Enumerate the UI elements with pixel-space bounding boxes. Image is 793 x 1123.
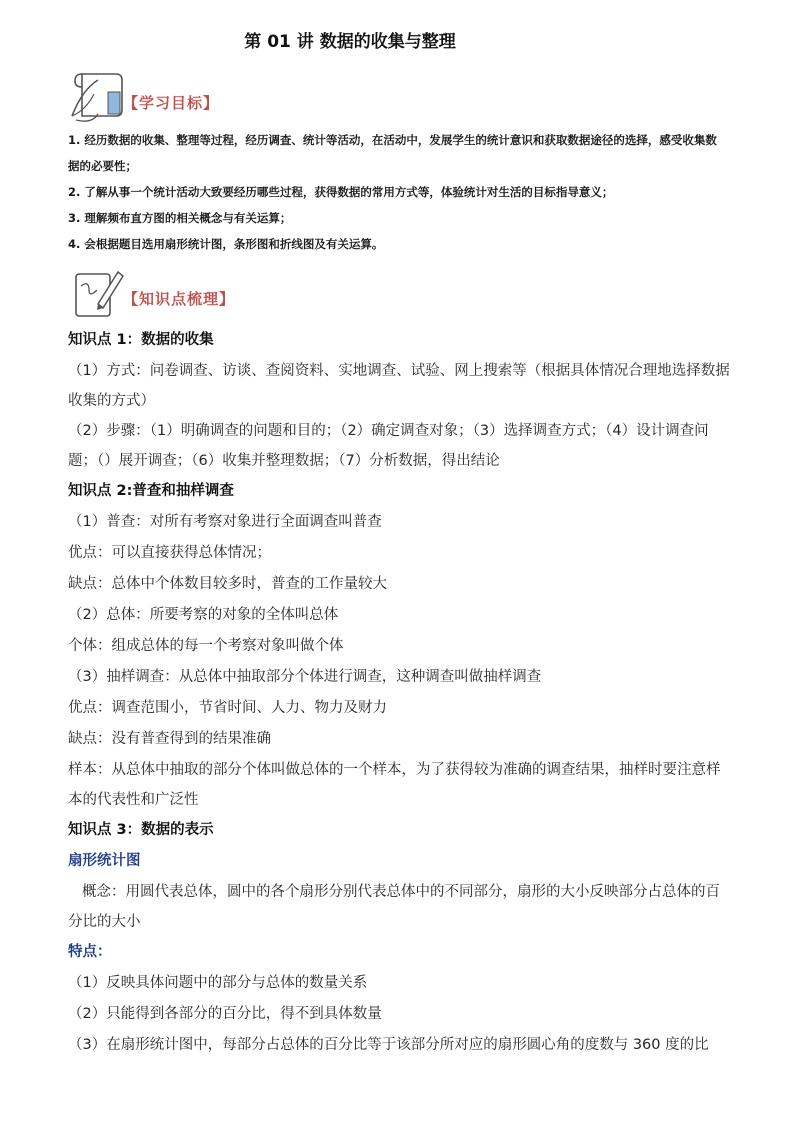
kp2-line: 缺点：没有普查得到的结果准确 <box>68 731 271 747</box>
feature-item: （2）只能得到各部分的百分比，得不到具体数量 <box>68 1006 382 1022</box>
kp2-line: （3）抽样调查：从总体中抽取部分个体进行调查，这种调查叫做抽样调查 <box>68 669 542 685</box>
kp2-line: （2）总体：所要考察的对象的全体叫总体 <box>68 607 339 623</box>
goal-item: 3. 理解频布直方图的相关概念与有关运算； <box>68 211 292 225</box>
kp2-heading: 知识点 2:普查和抽样调查 <box>68 483 234 499</box>
kp2-line: 个体：组成总体的每一个考察对象叫做个体 <box>68 638 344 654</box>
features-label: 特点： <box>68 944 112 960</box>
pie-chart-subheading: 扇形统计图 <box>68 853 141 869</box>
kp2-line: 优点：调查范围小，节省时间、人力、物力及财力 <box>68 700 387 716</box>
kp3-heading: 知识点 3：数据的表示 <box>68 822 214 838</box>
goal-item: 1. 经历数据的收集、整理等过程，经历调查、统计等活动，在活动中，发展学生的统计意识和获取数据途径的选择，感受收集数据的必要性； <box>68 133 717 173</box>
kp2-line: 样本：从总体中抽取的部分个体叫做总体的一个样本，为了获得较为准确的调查结果，抽样时要注意样本的代表性和广泛性 <box>68 762 721 808</box>
kp2-line: 缺点：总体中个体数目较多时，普查的工作量较大 <box>68 576 387 592</box>
kp1-steps: （2）步骤：（1）明确调查的问题和目的；（2）确定调查对象；（3）选择调查方式；（4）设计调查问题；（）展开调查；（6）收集并整理数据；（7）分析数据，得出结论 <box>68 423 709 469</box>
scroll-quill-icon <box>68 68 128 126</box>
pie-chart-concept: 概念：用圆代表总体，圆中的各个扇形分别代表总体中的不同部分，扇形的大小反映部分占总体的百分比的大小 <box>68 884 720 930</box>
kp1-heading: 知识点 1：数据的收集 <box>68 332 214 348</box>
knowledge-content <box>68 325 730 1060</box>
kp2-line: 优点：可以直接获得总体情况； <box>68 545 271 561</box>
feature-item: （3）在扇形统计图中，每部分占总体的百分比等于该部分所对应的扇形圆心角的度数与 360 度的比 <box>68 1037 709 1053</box>
page-title: 第 01 讲 数据的收集与整理 <box>244 32 456 52</box>
kp1-methods: （1）方式：问卷调查、访谈、查阅资料、实地调查、试验、网上搜索等（根据具体情况合理地选择数据收集的方式） <box>68 363 730 409</box>
knowledge-review-banner <box>68 264 328 324</box>
kp2-line: （1）普查：对所有考察对象进行全面调查叫普查 <box>68 514 382 530</box>
feature-item: （1）反映具体问题中的部分与总体的数量关系 <box>68 975 368 991</box>
knowledge-review-label: 【知识点梳理】 <box>123 290 236 308</box>
goal-item: 4. 会根据题目选用扇形统计图，条形图和折线图及有关运算。 <box>68 237 384 251</box>
notebook-pen-icon <box>68 264 128 322</box>
learning-goals-list <box>68 127 728 257</box>
goal-item: 2. 了解从事一个统计活动大致要经历哪些过程，获得数据的常用方式等，体验统计对生活的目标指导意义； <box>68 185 614 199</box>
learning-goals-label: 【学习目标】 <box>123 94 220 112</box>
learning-goals-banner <box>68 68 328 128</box>
